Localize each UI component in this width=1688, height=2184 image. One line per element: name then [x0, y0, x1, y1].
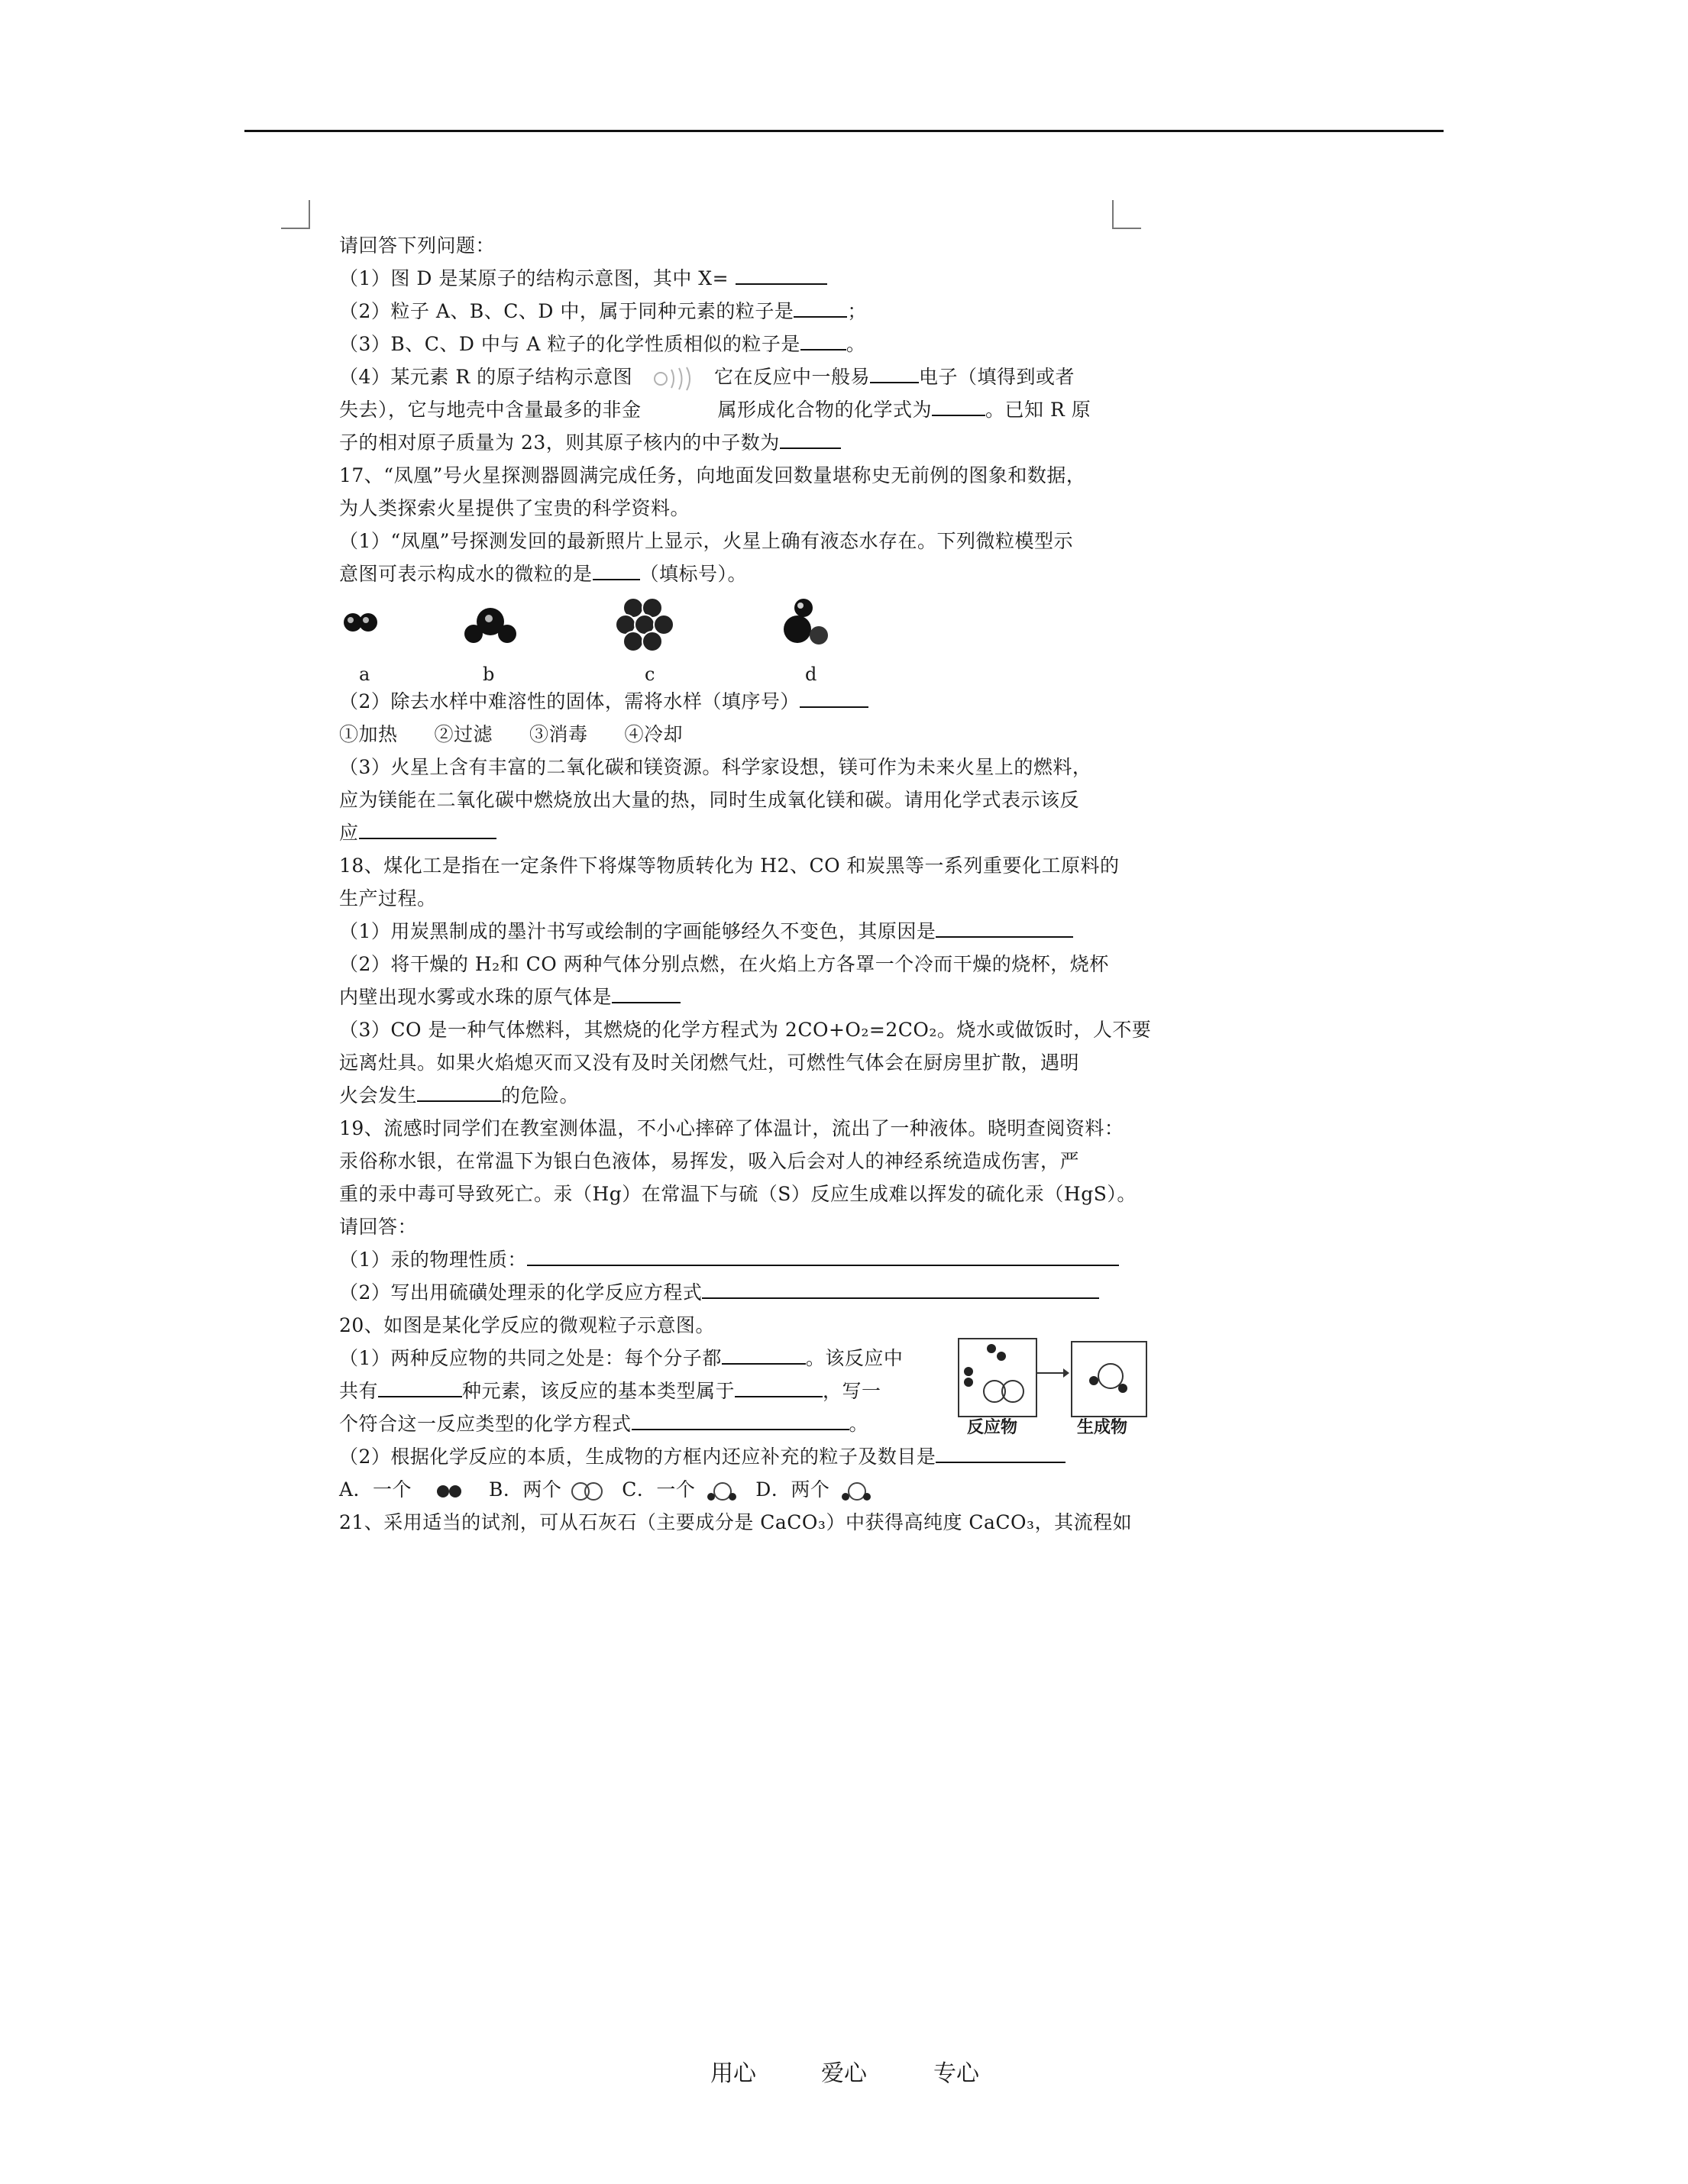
text-line: 20、如图是某化学反应的微观粒子示意图。	[339, 1314, 715, 1336]
product-particles	[1072, 1342, 1146, 1416]
footer-text: 爱心	[821, 2060, 867, 2087]
text-line: 失去），它与地壳中含量最多的非金 属形成化合物的化学式为 。已知 R 原	[339, 393, 1091, 426]
footer-text: 用心	[710, 2060, 756, 2087]
water-molecule-model-b	[460, 596, 521, 649]
model-label: b	[483, 664, 495, 685]
reactants-box	[958, 1338, 1037, 1417]
option-b-molecule-icon	[568, 1480, 606, 1503]
model-label: d	[805, 664, 817, 685]
text-line: （4）某元素 R 的原子结构示意图 它在反应中一般易 电子（填得到或者	[339, 360, 1075, 393]
text-line: （1）“凤凰”号探测发回的最新照片上显示，火星上确有液态水存在。下列微粒模型示	[339, 530, 1073, 552]
water-molecule-model-a	[339, 603, 385, 641]
text-line: （3）B、C、D 中与 A 粒子的化学性质相似的粒子是 。	[339, 328, 865, 360]
reaction-arrow-icon	[1036, 1365, 1071, 1381]
text-line: 共有 种元素，该反应的基本类型属于 ，写一	[339, 1375, 881, 1407]
text-line: 请回答下列问题：	[339, 234, 496, 257]
text-line: 远离灶具。如果火焰熄灭而又没有及时关闭燃气灶，可燃性气体会在厨房里扩散，遇明	[339, 1052, 1080, 1074]
text-line: 火会发生 的危险。	[339, 1079, 579, 1112]
text-line: 请回答：	[339, 1216, 418, 1238]
text-line: （1）图 D 是某原子的结构示意图，其中 X=	[339, 262, 827, 295]
text-line: A．一个 B．两个 C．一个 D．两个	[339, 1473, 875, 1506]
page-corner-mark	[1112, 200, 1141, 229]
text-line: （2）根据化学反应的本质，生成物的方框内还应补充的粒子及数目是	[339, 1440, 1066, 1473]
text-line: （2）写出用硫磺处理汞的化学反应方程式	[339, 1276, 1099, 1309]
text-line: （2）粒子 A、B、C、D 中，属于同种元素的粒子是 ；	[339, 295, 867, 328]
atom-structure-diagram	[650, 366, 696, 392]
text-line: 内壁出现水雾或水珠的原气体是	[339, 981, 681, 1013]
model-label: a	[359, 664, 370, 685]
text-line: （1）两种反应物的共同之处是：每个分子都 。该反应中	[339, 1342, 903, 1375]
text-line: （2）将干燥的 H₂和 CO 两种气体分别点燃，在火焰上方各罩一个冷而干燥的烧杯，烧杯	[339, 953, 1109, 975]
text-line: 应为镁能在二氧化碳中燃烧放出大量的热，同时生成氧化镁和碳。请用化学式表示该反	[339, 789, 1080, 811]
text-line: （2）除去水样中难溶性的固体，需将水样（填序号）	[339, 685, 868, 718]
reactants-caption: 反应物	[967, 1417, 1018, 1437]
text-line: 子的相对原子质量为 23，则其原子核内的中子数为	[339, 426, 841, 459]
text-line: （1）用炭黑制成的墨汁书写或绘制的字画能够经久不变色，其原因是	[339, 915, 1073, 948]
text-line: （3）火星上含有丰富的二氧化碳和镁资源。科学家设想，镁可作为未来火星上的燃料，	[339, 756, 1092, 778]
text-line: 18、煤化工是指在一定条件下将煤等物质转化为 H2、CO 和炭黑等一系列重要化工原料的	[339, 855, 1120, 877]
text-line: （3）CO 是一种气体燃料，其燃烧的化学方程式为 2CO+O₂=2CO₂。烧水或做饭时，人不要	[339, 1019, 1152, 1041]
text-line: 重的汞中毒可导致死亡。汞（Hg）在常温下与硫（S）反应生成难以挥发的硫化汞（HgS）。	[339, 1183, 1137, 1205]
text-line: 为人类探索火星提供了宝贵的科学资料。	[339, 497, 690, 519]
text-line: ①加热 ②过滤 ③消毒 ④冷却	[339, 723, 684, 745]
model-label: c	[645, 664, 655, 685]
header-rule	[244, 130, 1444, 132]
products-box	[1071, 1341, 1147, 1417]
water-molecule-model-d	[774, 591, 836, 652]
text-line: 意图可表示构成水的微粒的是 （填标号）。	[339, 557, 747, 590]
page-corner-mark	[281, 200, 310, 229]
text-line: 汞俗称水银，在常温下为银白色液体，易挥发，吸入后会对人的神经系统造成伤害，严	[339, 1150, 1080, 1172]
text-line: 17、“凤凰”号火星探测器圆满完成任务，向地面发回数量堪称史无前例的图象和数据，	[339, 464, 1086, 486]
option-c-molecule-icon	[702, 1480, 740, 1503]
option-d-molecule-icon	[836, 1480, 875, 1503]
text-line: 生产过程。	[339, 887, 437, 909]
footer-text: 专心	[933, 2060, 979, 2087]
text-line: 21、采用适当的试剂，可从石灰石（主要成分是 CaCO₃）中获得高纯度 CaCO₃，其流程如	[339, 1511, 1133, 1533]
text-line: 个符合这一反应类型的化学方程式 。	[339, 1407, 868, 1440]
water-molecule-model-c	[610, 593, 679, 654]
reactant-particles	[959, 1339, 1036, 1416]
products-caption: 生成物	[1077, 1417, 1128, 1437]
text-line: 19、流感时同学们在教室测体温，不小心摔碎了体温计，流出了一种液体。晓明查阅资料：	[339, 1117, 1124, 1139]
text-line: （1）汞的物理性质：	[339, 1243, 1119, 1276]
text-line: 应	[339, 816, 496, 849]
option-a-molecule-icon	[428, 1482, 474, 1501]
